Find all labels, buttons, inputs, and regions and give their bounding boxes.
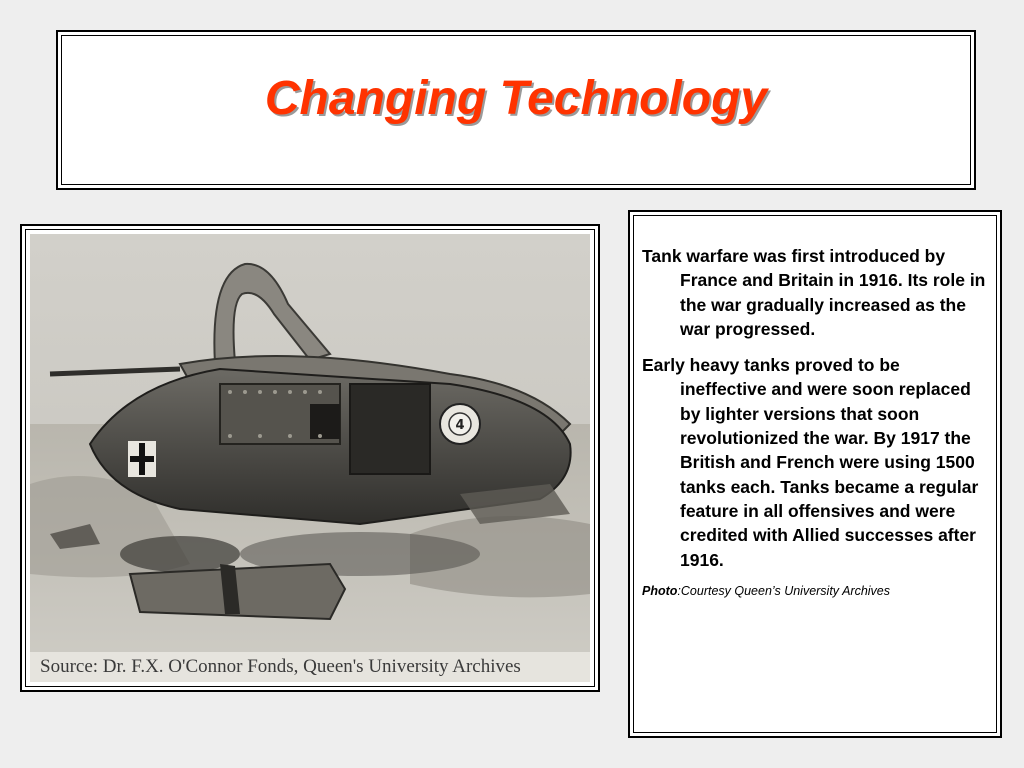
tank-photo bbox=[30, 234, 590, 682]
slide-title: Changing Technology bbox=[264, 71, 768, 125]
photo-credit-text: :Courtesy Queen’s University Archives bbox=[677, 583, 891, 598]
text-panel bbox=[628, 210, 1002, 738]
iron-cross-icon bbox=[128, 441, 156, 477]
title-box bbox=[56, 30, 976, 190]
text-content bbox=[642, 244, 990, 598]
paragraph-heavy-tanks: Early heavy tanks proved to be ineffective and were soon replaced by lighter versions that soon revolutionized the war. By 1917 the British and French were using 1500 tanks each. Tanks became a regular feature in all offensives and were credited with Allied successes after 1916. bbox=[642, 355, 979, 570]
roundel-number: 4 bbox=[455, 418, 465, 433]
paragraph-tank-intro: Tank warfare was first introduced by France and Britain in 1916. Its role in the war gradually increased as the war progressed. bbox=[642, 246, 986, 339]
photo-source-caption: Source: Dr. F.X. O'Connor Fonds, Queen's University Archives bbox=[30, 652, 590, 682]
photo-credit-label: Photo bbox=[642, 583, 678, 598]
photo-credit bbox=[642, 584, 990, 598]
roundel-icon bbox=[440, 404, 480, 444]
photo-frame bbox=[20, 224, 600, 692]
tank-photo-illustration bbox=[30, 234, 590, 682]
